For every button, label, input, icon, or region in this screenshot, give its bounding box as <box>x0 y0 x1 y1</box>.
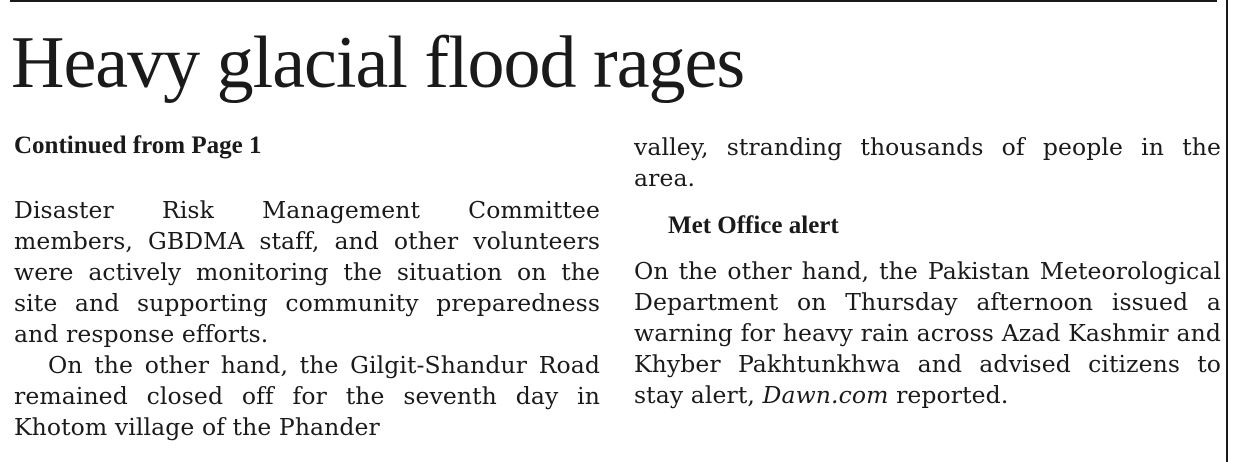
paragraph-gilgit-shandur-road: On the other hand, the Gilgit-Shandur Road remained closed off for the seventh day in Khotom village of the Phander <box>14 351 600 441</box>
continued-from-label: Continued from Page 1 <box>14 132 262 159</box>
met-office-subhead: Met Office alert <box>668 212 839 239</box>
paragraph-disaster-committee: Disaster Risk Management Committee members, GBDMA staff, and other volunteers were actively monitoring the situation on the site and supporting community preparedness and response efforts. <box>14 196 600 348</box>
reported-text: reported. <box>888 381 1009 409</box>
headline: Heavy glacial flood rages <box>11 22 745 104</box>
paragraph-met-office <box>634 256 1221 411</box>
top-rule <box>10 0 1217 2</box>
met-office-text: On the other hand, the Pakistan Meteorological Department on Thursday afternoon issued a warning for heavy rain across Azad Kashmir and Khyber Pakhtunkhwa and advised citizens to stay alert, <box>634 257 1221 409</box>
paragraph-continuation: valley, stranding thousands of people in the area. <box>634 133 1221 192</box>
source-name: Dawn.com <box>762 381 889 409</box>
column-rule <box>1226 0 1228 462</box>
